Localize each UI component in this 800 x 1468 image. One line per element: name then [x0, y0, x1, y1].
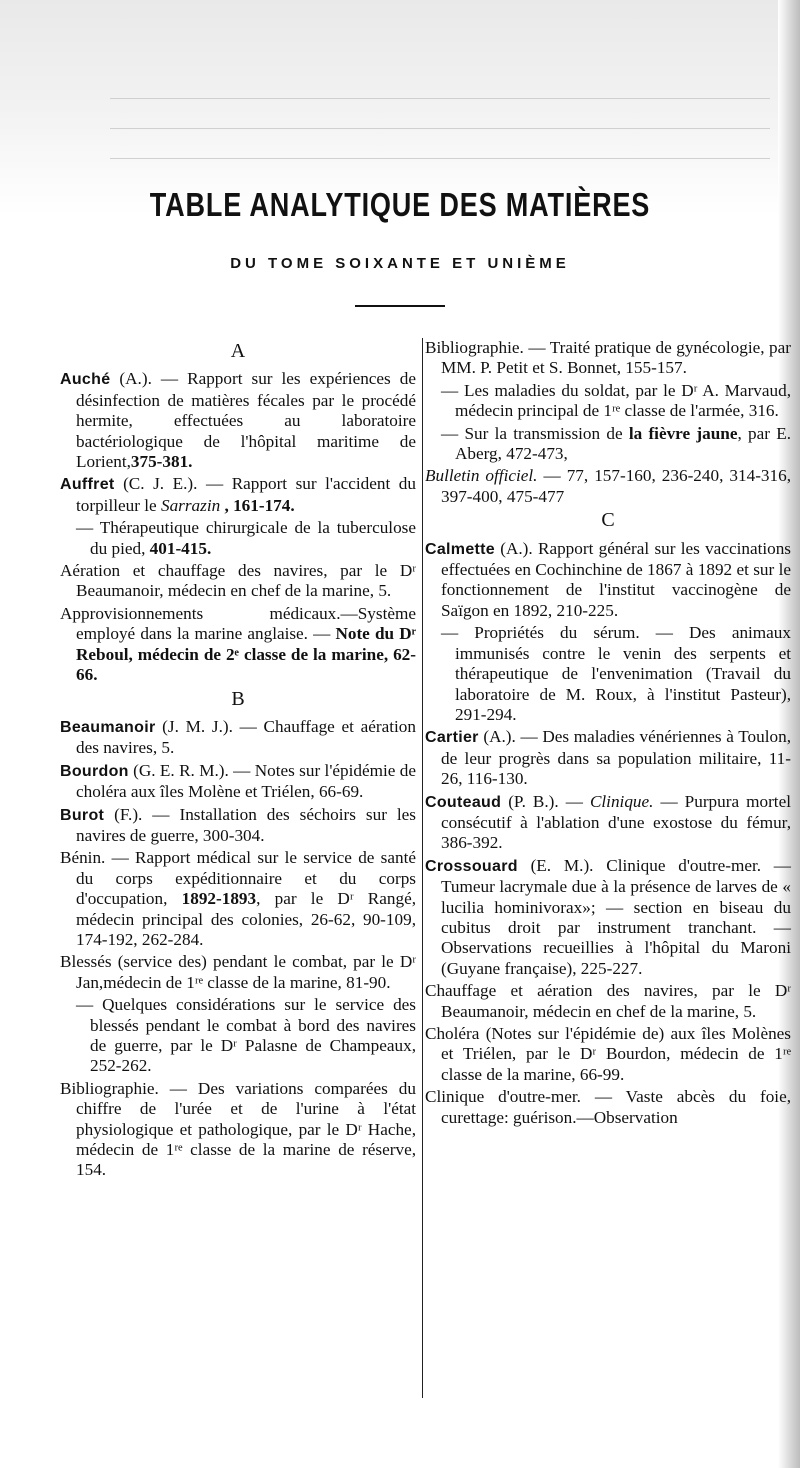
page-title: TABLE ANALYTIQUE DES MATIÈRES [149, 186, 651, 223]
entry-name: Crossouard [425, 857, 518, 875]
bleed-line [110, 98, 770, 99]
index-entry-beaumanoir: Beaumanoir (J. M. J.). — Chauffage et aération des navires, 5. [60, 716, 416, 758]
section-letter-b: B [231, 687, 245, 710]
entry-name: Bourdon [60, 762, 129, 780]
index-entry-calmette: Calmette (A.). Rapport général sur les vaccinations effectuées en Cochinchine de 1867 à 1892 et sur le fonctionnement de l'institut vaccinogène de Saïgon en 1892, 210-225. [425, 538, 791, 620]
index-entry-approvisionnements: Approvisionnements médicaux.—Système employé dans la marine anglaise. — Note du Dʳ Reboul, médecin de 2ᵉ classe de la marine, 62-66. [60, 603, 416, 685]
index-entry-cholera: Choléra (Notes sur l'épidémie de) aux îles Molènes et Triélen, par le Dʳ Bourdon, médecin de 1ʳᵉ classe de la marine, 66-99. [425, 1024, 791, 1084]
index-entry-bibliographie: Bibliographie. — Des variations comparées du chiffre de l'urée et de l'urine à l'état physiologique et pathologique, par le Dʳ Hache, médecin de 1ʳᵉ classe de la marine de réserve, 154. [60, 1078, 416, 1180]
left-column [60, 338, 416, 1183]
page-subtitle: DU TOME SOIXANTE ET UNIÈME [230, 255, 570, 272]
index-entry-burot: Burot (F.). — Installation des séchoirs sur les navires de guerre, 300-304. [60, 804, 416, 845]
index-entry-aeration: Aération et chauffage des navires, par le Dʳ Beaumanoir, médecin en chef de la marine, 5. [60, 561, 416, 601]
entry-name: Calmette [425, 540, 495, 558]
index-entry-bourdon: Bourdon (G. E. R. M.). — Notes sur l'épidémie de choléra aux îles Molène et Triélen, 66-69. [60, 760, 416, 802]
index-entry-bibliographie-cont: Bibliographie. — Traité pratique de gynécologie, par MM. P. Petit et S. Bonnet, 155-157. [425, 338, 791, 378]
index-subentry: — Quelques considérations sur le service des blessés pendant le combat à bord des navires de guerre, par le Dʳ Palasne de Champeaux, 252-262. [76, 995, 416, 1076]
bleed-line [110, 158, 770, 159]
index-entry-blesses: Blessés (service des) pendant le combat, par le Dʳ Jan,médecin de 1ʳᵉ classe de la marine, 81-90. [60, 952, 416, 992]
entry-name: Auché [60, 371, 111, 389]
index-entry-bulletin: Bulletin officiel. — 77, 157-160, 236-240, 314-316, 397-400, 475-477 [425, 466, 791, 506]
column-divider [422, 338, 423, 1398]
index-entry-crossouard: Crossouard (E. M.). Clinique d'outre-mer. — Tumeur lacrymale due à la présence de larves de « lucilia hominivorax»; — section en biseau du cubitus droit par instrument tranchant. — Observations recueillies à l'hôpital du Maroni (Guyane française), 225-227. [425, 855, 791, 978]
index-entry-couteaud: Couteaud (P. B.). — Clinique. — Purpura mortel consécutif à l'ablation d'une exostose du fémur, 386-392. [425, 791, 791, 853]
bleed-through-area [0, 0, 800, 215]
entry-name: Couteaud [425, 793, 502, 811]
section-letter-a: A [230, 340, 246, 362]
index-subentry: — Thérapeutique chirurgicale de la tuberculose du pied, 401-415. [76, 518, 416, 558]
right-column [425, 338, 791, 1130]
index-subentry: — Propriétés du sérum. — Des animaux immunisés contre le venin des serpents et thérapeutique de l'envenimation (Travail du laboratoire de M. Roux, à l'institut Pasteur), 291-294. [441, 623, 791, 724]
index-entry-chauffage: Chauffage et aération des navires, par le Dʳ Beaumanoir, médecin en chef de la marine, 5. [425, 981, 791, 1021]
index-entry-auche: Auché (A.). — Rapport sur les expériences de désinfection de matières fécales par le procédé hermite, effectuées au laboratoire bactériologique de l'hôpital maritime de Lorient,375-381. [60, 369, 416, 472]
index-entry-clinique: Clinique d'outre-mer. — Vaste abcès du foie, curettage: guérison.—Observation [425, 1087, 791, 1127]
index-entry-auffret: Auffret (C. J. E.). — Rapport sur l'accident du torpilleur le Sarrazin , 161-174. [60, 474, 416, 515]
index-entry-cartier: Cartier (A.). — Des maladies vénériennes à Toulon, de leur progrès dans sa population militaire, 11-26, 116-130. [425, 727, 791, 789]
section-letter-c: C [601, 509, 615, 532]
entry-name: Auffret [60, 476, 115, 494]
index-subentry: — Sur la transmission de la fièvre jaune, par E. Aberg, 472-473, [441, 423, 791, 464]
title-rule [355, 305, 445, 307]
entry-name: Burot [60, 806, 105, 824]
entry-name: Beaumanoir [60, 718, 156, 736]
entry-name: Cartier [425, 729, 479, 747]
index-subentry: — Les maladies du soldat, par le Dʳ A. Marvaud, médecin principal de 1ʳᵉ classe de l'armée, 316. [441, 380, 791, 421]
bleed-line [110, 128, 770, 129]
index-entry-benin: Bénin. — Rapport médical sur le service de santé du corps expéditionnaire et du corps d'occupation, 1892-1893, par le Dʳ Rangé, médecin principal des colonies, 26-62, 90-109, 174-192, 262-284. [60, 848, 416, 949]
